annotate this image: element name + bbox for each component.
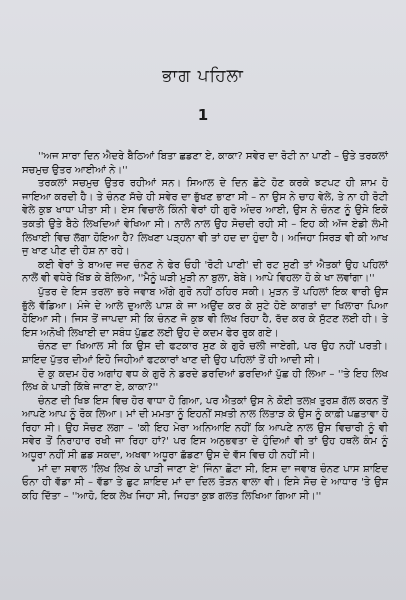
paragraph: ਮਾਂ ਦਾ ਸਵਾਲ 'ਲਿਖ ਲਿਖ ਕੇ ਪਾੜੀ ਜਾਣਾ ਏ' ਜਿੰਨਾ ਛੋਟਾ ਸੀ, ਇਸ ਦਾ ਜਵਾਬ ਚੰਨਣ ਪਾਸ ਸ਼ਾਇਦ ਓਨਾ ਹੀ ਵੱਡਾ ਸੀ – ਵੱਡਾ ਤੇ ਛੁਟ ਸ਼ਾਇਦ ਮਾਂ ਦਾ ਦਿਲ ਤੋੜਨ ਵਾਲਾ ਵੀ। ਇਸੇ ਸੋਚ ਦੇ ਆਧਾਰ 'ਤੇ ਉਸ ਕਹਿ ਦਿੱਤਾ – ''ਆਹੋ, ਇਕ ਲੇਖ ਜਿਹਾ ਸੀ, ਜਿਹਤਾ ਕੁਝ ਗਲਤ ਲਿਖਿਆ ਗਿਆ ਸੀ।'': [22, 463, 388, 502]
paragraph: ਚੰਨਣ ਦਾ ਖਿਆਲ ਸੀ ਕਿ ਉਸ ਦੀ ਫਟਕਾਰ ਸੁਣ ਕੇ ਗੁਰੋ ਚਲੀ ਜਾਏਗੀ, ਪਰ ਉਹ ਨਹੀਂ ਪਰਤੀ। ਸ਼ਾਇਦ ਪੁੱਤਰ ਦੀਆਂ ਇਹੋ ਜਿਹੀਆਂ ਫਟਕਾਰਾਂ ਖਾਣ ਦੀ ਉਹ ਪਹਿਲਾਂ ਤੋਂ ਹੀ ਆਦੀ ਸੀ।: [22, 341, 388, 366]
paragraph: ਕਈ ਵੇਰਾਂ ਤੇ ਬਾਅਦ ਜਦ ਚੰਨਣ ਨੇ ਫੇਰ ਓਹੀ 'ਰੋਟੀ ਪਾਣੀ' ਦੀ ਰਟ ਸੁਣੀ ਤਾਂ ਐਤਕਾਂ ਉਹ ਪਹਿਲਾਂ ਨਾਲੋਂ ਵੀ ਵਧੇਰੇ ਖਿੱਝ ਕੇ ਬੋਲਿਆ, ''ਮੈਨੂੰ ਘੜੀ ਮੁੜੀ ਨਾ ਬੁਲਾ, ਬੇਬੇ। ਆਪੇ ਵਿਹਲਾ ਹੋ ਕੇ ਖਾ ਲਵਾਂਗਾ।'': [22, 259, 388, 285]
paragraph: ਚੰਨਣ ਦੀ ਖਿਝ ਇਸ ਵਿਚ ਹੋਰ ਵਾਧਾ ਹੋ ਗਿਆ, ਪਰ ਐਤਕਾਂ ਉਸ ਨੇ ਕੋਈ ਤਲਖ਼ ਤੁਰਸ਼ ਗੱਲ ਕਰਨ ਤੋਂ ਆਪਣੇ ਆਪ ਨੂੰ ਰੋਕ ਲਿਆ। ਮਾਂ ਦੀ ਮਮਤਾ ਨੂੰ ਇਹਨੀਂ ਸਖ਼ਤੀ ਨਾਲ ਲਿਤਾੜ ਕੇ ਉਸ ਨੂੰ ਕਾਫ਼ੀ ਪਛਤਾਵਾ ਹੋ ਰਿਹਾ ਸੀ। ਉਹ ਸੋਚਣ ਲਗਾ – 'ਕੀ ਇਹ ਮੇਰਾ ਅਨਿਆਇ ਨਹੀਂ ਕਿ ਆਪਣੇ ਨਾਲ ਉਸ ਵਿਚਾਰੀ ਨੂੰ ਵੀ ਸਵੇਰ ਤੋਂ ਨਿਰਾਹਾਰ ਰਖੀ ਜਾ ਰਿਹਾ ਹਾਂ?' ਪਰ ਇਸ ਅਨੁਭਵਤਾ ਦੇ ਹੁੰਦਿਆਂ ਵੀ ਤਾਂ ਉਹ ਹਥਲੇ ਕੰਮ ਨੂੰ ਅਧੂਰਾ ਨਹੀਂ ਸੀ ਛਡ ਸਕਦਾ, ਅਖਵਾ ਅਧੂਰਾ ਛੱਡਣਾ ਉਸ ਦੇ ਵੱਸ ਵਿਚ ਹੀ ਨਹੀਂ ਸੀ।: [22, 395, 388, 462]
paragraph: ''ਅਜ ਸਾਰਾ ਦਿਨ ਐਦਰੇ ਬੈਠਿਆਂ ਬਿਤਾ ਛਡਣਾ ਏ, ਕਾਕਾ? ਸਵੇਰ ਦਾ ਰੋਟੀ ਨਾ ਪਾਣੀ – ਉਤੇ ਤਰਕਲਾਂ ਸਚਮੁਚ ਉਤਰ ਆਈਆਂ ਨੇ।'': [22, 151, 388, 176]
paragraph: ਤਰਕਲਾਂ ਸਚਮੁਚ ਉਤਰ ਰਹੀਆਂ ਸਨ। ਸਿਆਲ ਦੇ ਦਿਨ ਛੋਟੇ ਹੋਣ ਕਰਕੇ ਝਟਪਟ ਹੀ ਸ਼ਾਮ ਹੋ ਜਾਇਆ ਕਰਦੀ ਹੈ। ਤੇ ਚੰਨਣ ਸੱਚੇ ਹੀ ਸਵੇਰ ਦਾ ਭੁੱਖਣ ਭਾਣਾ ਸੀ – ਨਾ ਉਸ ਨੇ ਚਾਹ ਵੇਲੇ, ਤੇ ਨਾ ਹੀ ਰੋਟੀ ਵੇਲੇ ਕੁਝ ਖਾਧਾ ਪੀਤਾ ਸੀ। ਏਸ ਵਿਚਾਲੇ ਕਿੰਨੀ ਵੇਰਾਂ ਹੀ ਗੁਰੋ ਅੰਦਰ ਆਈ, ਉਸ ਨੇ ਚੰਨਣ ਨੂੰ ਉਸੇ ਇਕੋ ਤਕਤੀ ਉਤੇ ਬੈਠੇ ਲਿਖਦਿਆਂ ਵੇਖਿਆ ਸੀ। ਨਾਲੋ ਨਾਲ ਉਹ ਸੋਚਦੀ ਰਹੀ ਸੀ – ਇਹ ਕੀ ਅੱਜ ਏਡੀ ਲੰਮੀ ਲਿਖਾਈ ਵਿਚ ਲੱਗਾ ਹੋਇਆ ਹੈ? ਲਿਖਣਾ ਪੜ੍ਹਨਾ ਵੀ ਤਾਂ ਹਦ ਦਾ ਹੁੰਦਾ ਹੈ। ਅਜਿਹਾ ਸਿਰੜ ਵੀ ਕੀ ਆਖ ਜੁ ਖਾਣ ਪੀਣ ਦੀ ਹੋਸ਼ ਨਾ ਰਹੇ।: [22, 178, 388, 258]
chapter-body: [22, 150, 388, 503]
chapter-number: 1: [197, 106, 209, 124]
section-title: ਭਾਗ ਪਹਿਲਾ: [162, 66, 244, 86]
paragraph: ਪੁੱਤਰ ਦੇ ਇਸ ਤਰਲਾ ਭਰੇ ਜਵਾਬ ਅੱਗੇ ਗੁਰੋ ਨਹੀਂ ਠਹਿਰ ਸਕੀ। ਮੁੜਨ ਤੋਂ ਪਹਿਲਾਂ ਇਕ ਵਾਰੀ ਉਸ ਭੁੱਲੇ ਵੱਡਿਆ। ਮੰਜੇ ਦੇ ਆਲੇ ਦੁਆਲੇ ਪਾਸ਼ ਕੇ ਜਾ ਅਉਂਦ ਕਰ ਕੇ ਸੁਟੇ ਹੋਏ ਕਾਗਤਾਂ ਦਾ ਖਿਲਾਰਾ ਪਿਆ ਹੋਇਆ ਸੀ। ਜਿਸ ਤੋਂ ਜਾਪਦਾ ਸੀ ਕਿ ਚੰਨਣ ਜੋ ਕੁਝ ਵੀ ਲਿਖ ਰਿਹਾ ਹੈ, ਰੱਦ ਕਰ ਕੇ ਸੁੱਟਣ ਲਈ ਹੀ। ਤੇ ਇਸ ਅਨੋਖੀ ਲਿਖਾਈ ਦਾ ਸਬੰਧ ਪੁੱਛਣ ਲਈ ਉਹ ਦੇ ਕਦਮ ਫੇਰ ਰੁਕ ਗਏ।: [22, 286, 388, 339]
paragraph: ਦੋ ਕੁ ਕਦਮ ਹੋਰ ਅਗਾਂਹ ਵਧ ਕੇ ਗੁਰੋ ਨੇ ਡਰਦੇ ਡਰਦਿਆਂ ਡਰਦਿਆਂ ਪੁੱਛ ਹੀ ਲਿਆ – ''ਤੇ ਇਹ ਲਿਖ ਲਿਖ ਕੇ ਪਾੜੀ ਕਿੱਥੇ ਜਾਣਾ ਏ, ਕਾਕਾ?'': [22, 368, 388, 394]
